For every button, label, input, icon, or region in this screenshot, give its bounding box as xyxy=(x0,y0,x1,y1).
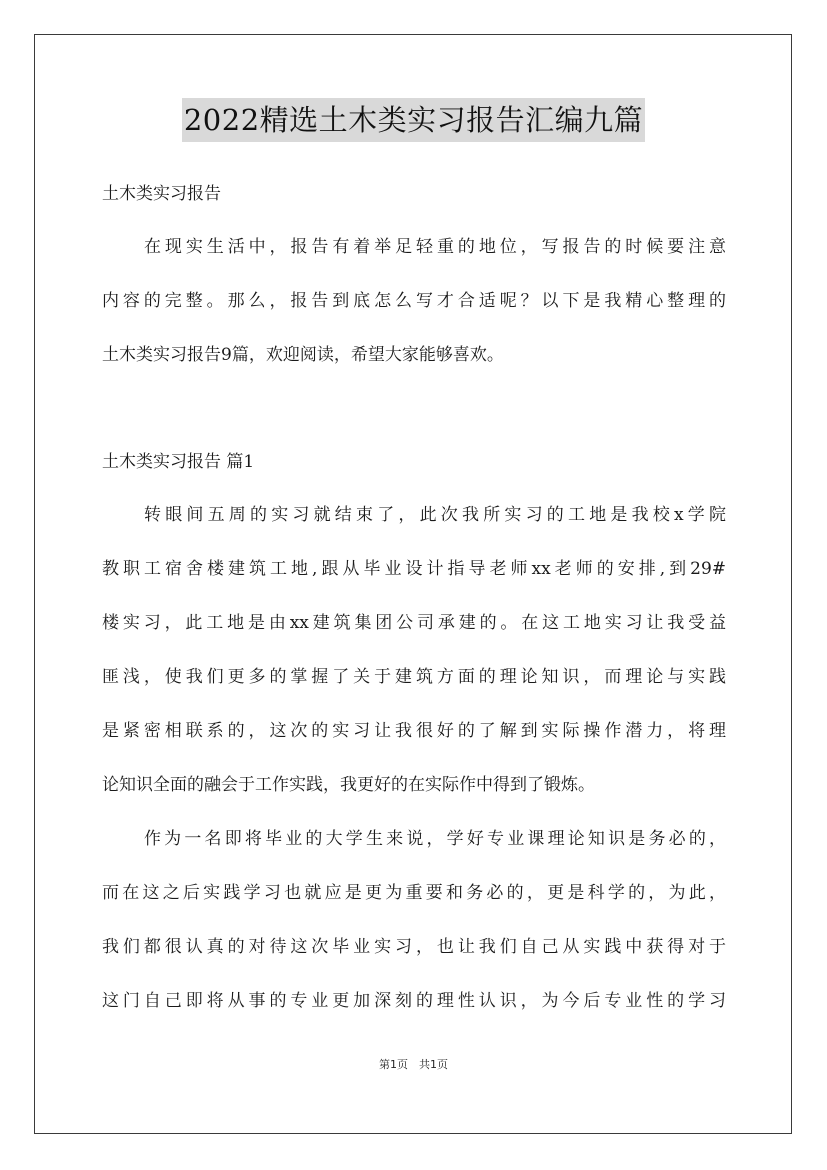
intro-line: 内容的完整。那么，报告到底怎么写才合适呢？以下是我精心整理的 xyxy=(102,291,726,311)
document-body xyxy=(102,168,726,1028)
paragraph-line: 这门自己即将从事的专业更加深刻的理性认识，为今后专业性的学习 xyxy=(102,991,726,1011)
paragraph-line: 匪浅，使我们更多的掌握了关于建筑方面的理论知识，而理论与实践 xyxy=(102,667,726,687)
title-container xyxy=(0,98,827,142)
paragraph-line: 楼实习，此工地是由xx建筑集团公司承建的。在这工地实习让我受益 xyxy=(102,613,726,633)
paragraph-line: 是紧密相联系的，这次的实习让我很好的了解到实际操作潜力，将理 xyxy=(102,721,726,741)
paragraph-line: 我们都很认真的对待这次毕业实习，也让我们自己从实践中获得对于 xyxy=(102,937,726,957)
document-title: 2022精选土木类实习报告汇编九篇 xyxy=(182,98,645,142)
paragraph-gap xyxy=(102,382,726,436)
intro-heading: 土木类实习报告 xyxy=(102,184,221,204)
paragraph-line: 教职工宿舍楼建筑工地,跟从毕业设计指导老师xx老师的安排,到29# xyxy=(102,559,726,579)
paragraph-line: 论知识全面的融会于工作实践，我更好的在实际作中得到了锻炼。 xyxy=(102,775,595,795)
paragraph-line: 而在这之后实践学习也就应是更为重要和务必的，更是科学的，为此， xyxy=(102,883,726,903)
section-heading: 土木类实习报告 篇1 xyxy=(102,452,255,472)
intro-line: 土木类实习报告9篇，欢迎阅读，希望大家能够喜欢。 xyxy=(102,345,504,365)
intro-line: 在现实生活中，报告有着举足轻重的地位，写报告的时候要注意 xyxy=(144,237,726,257)
paragraph-line: 转眼间五周的实习就结束了，此次我所实习的工地是我校x学院 xyxy=(144,505,726,525)
paragraph-line: 作为一名即将毕业的大学生来说，学好专业课理论知识是务必的， xyxy=(144,829,726,849)
page-footer: 第1页 共1页 xyxy=(379,1058,448,1071)
